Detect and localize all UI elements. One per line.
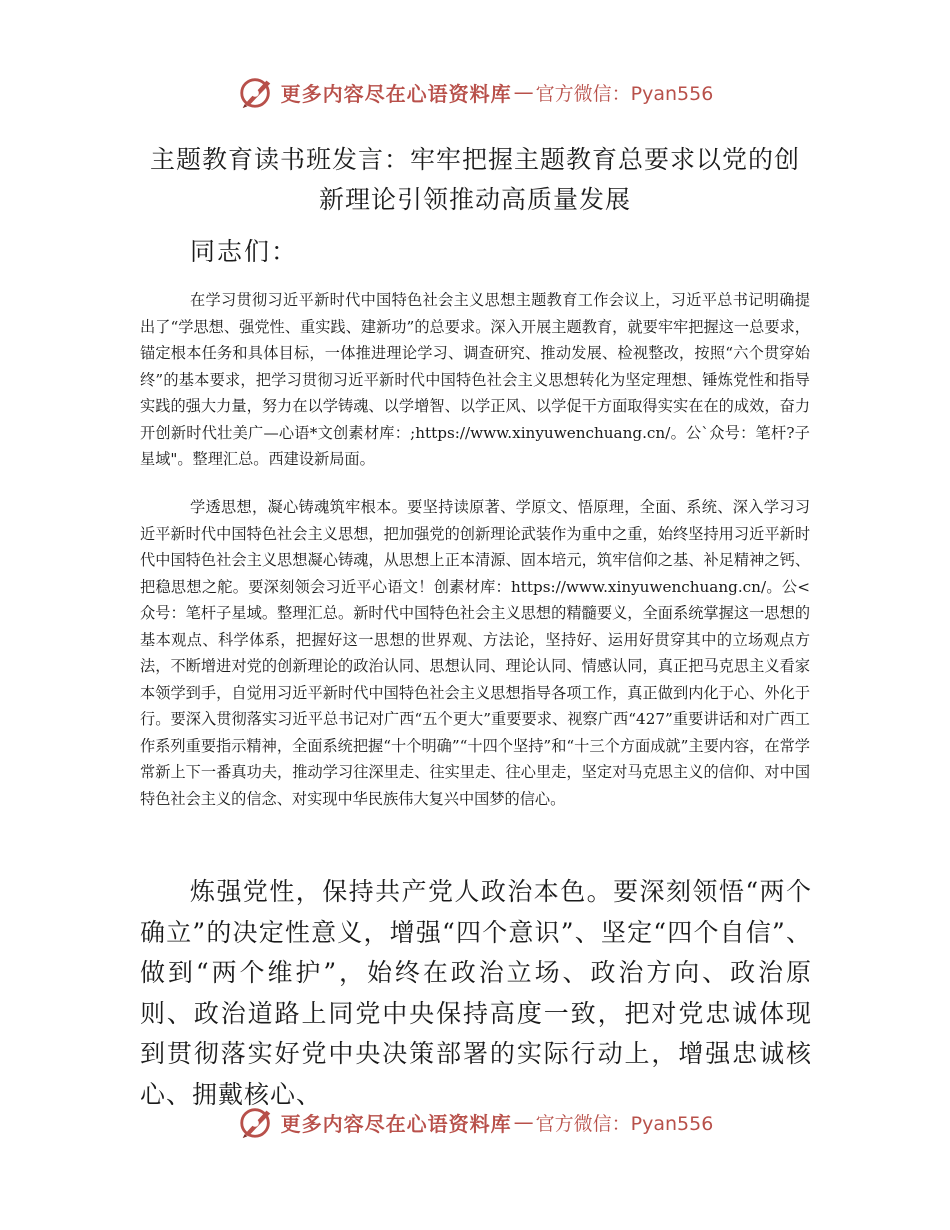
banner-dash: —	[513, 80, 534, 104]
paragraph-2: 学透思想，凝心铸魂筑牢根本。要坚持读原著、学原文、悟原理，全面、系统、深入学习习近平新时代中国特色社会主义思想，把加强党的创新理论武装作为重中之重，始终坚持用习近平新时代中国特色社会主义思想凝心铸魂，从思想上正本清源、固本培元，筑牢信仰之基、补足精神之钙、把稳思想之舵。要深刻领会习近平心语文！创素材库：https://www.xinyuwenchuang.cn/。公<众号：笔杆子星域。整理汇总。新时代中国特色社会主义思想的精髓要义，全面系统掌握这一思想的基本观点、科学体系，把握好这一思想的世界观、方法论，坚持好、运用好贯穿其中的立场观点方法，不断增进对党的创新理论的政治认同、思想认同、理论认同、情感认同，真正把马克思主义看家本领学到手，自觉用习近平新时代中国特色社会主义思想指导各项工作，真正做到内化于心、外化于行。要深入贯彻落实习近平总书记对广西“五个更大”重要要求、视察广西“427”重要讲话和对广西工作系列重要指示精神，全面系统把握“十个明确”“十四个坚持”和“十三个方面成就”主要内容，在常学常新上下一番真功夫，推动学习往深里走、往实里走、往心里走，坚定对马克思主义的信仰、对中国特色社会主义的信念、对实现中华民族伟大复兴中国梦的信心。	[140, 498, 810, 808]
paragraph-3: 炼强党性，保持共产党人政治本色。要深刻领悟“两个确立”的决定性意义，增强“四个意识”、坚定“四个自信”、做到“两个维护”，始终在政治立场、政治方向、政治原则、政治道路上同党中央保持高度一致，把对党忠诚体现到贯彻落实好党中央决策部署的实际行动上，增强忠诚核心、拥戴核心、	[140, 877, 812, 1109]
pen-circle-logo-icon	[237, 73, 275, 111]
banner-main-text: 更多内容尽在心语资料库	[280, 1111, 512, 1136]
banner-dash: —	[513, 1110, 534, 1134]
pen-circle-logo-icon	[237, 1103, 275, 1141]
banner-main-text: 更多内容尽在心语资料库	[280, 81, 512, 106]
footer-banner	[0, 1100, 950, 1144]
banner-contact: 官方微信：Pyan556	[535, 1112, 714, 1135]
header-banner	[0, 70, 950, 114]
document-title: 主题教育读书班发言：牢牢把握主题教育总要求以党的创新理论引领推动高质量发展	[149, 145, 800, 214]
salutation: 同志们：	[190, 237, 299, 266]
paragraph-1: 在学习贯彻习近平新时代中国特色社会主义思想主题教育工作会议上，习近平总书记明确提出了“学思想、强党性、重实践、建新功”的总要求。深入开展主题教育，就要牢牢把握这一总要求，锚定根本任务和具体目标，一体推进理论学习、调查研究、推动发展、检视整改，按照“六个贯穿始终”的基本要求，把学习贯彻习近平新时代中国特色社会主义思想转化为坚定理想、锤炼党性和指导实践的强大力量，努力在以学铸魂、以学增智、以学正风、以学促干方面取得实实在在的成效，奋力开创新时代壮美广—心语*文创素材库：;https://www.xinyuwenchuang.cn/。公`众号：笔杆?子星域"。整理汇总。西建设新局面。	[140, 291, 810, 468]
banner-contact: 官方微信：Pyan556	[535, 82, 714, 105]
